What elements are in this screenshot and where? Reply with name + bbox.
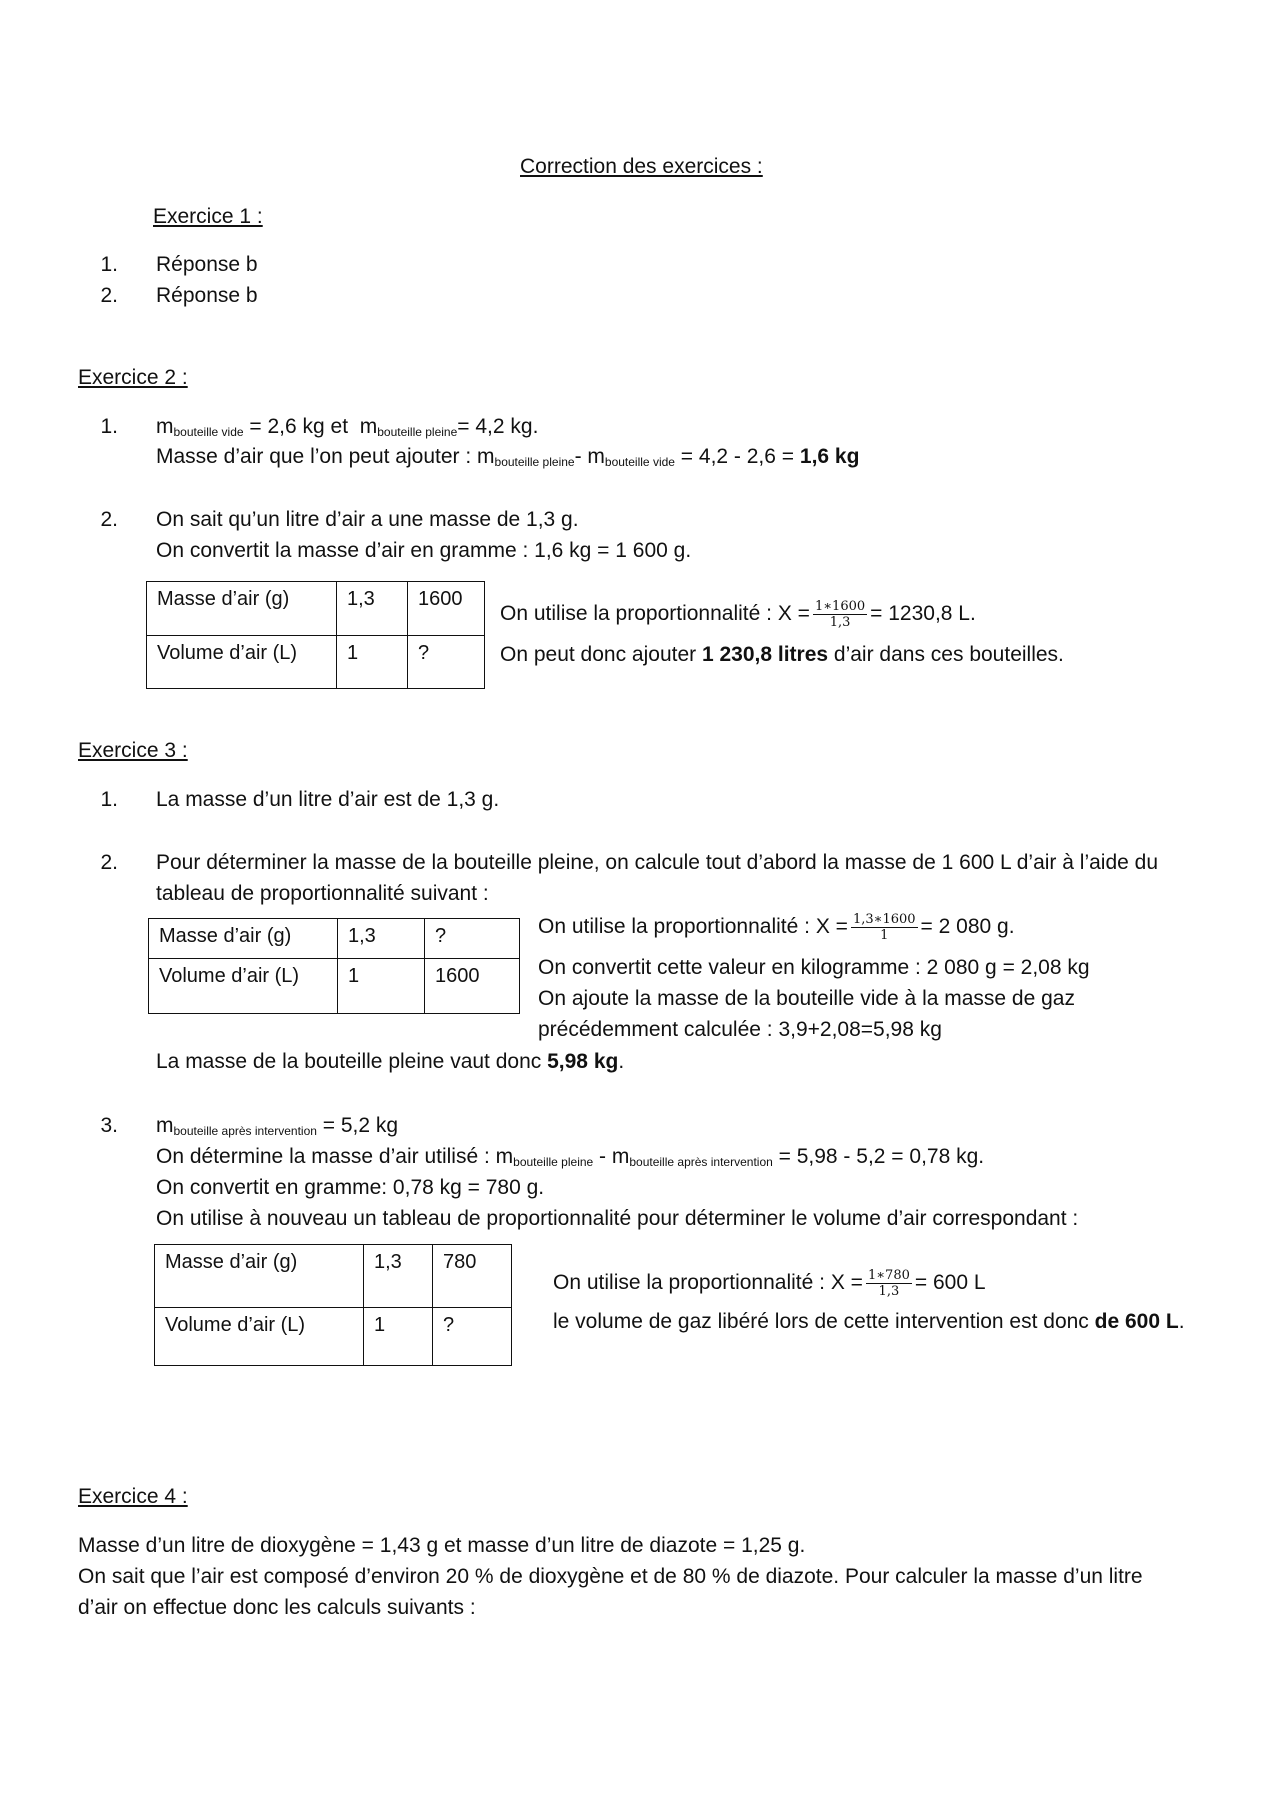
ex3-add-line1: On ajoute la masse de la bouteille vide à la masse de gaz bbox=[538, 987, 1075, 1010]
ex2-conclusion: On peut donc ajouter 1 230,8 litres d’air dans ces bouteilles. bbox=[500, 643, 1064, 666]
exercise-3-heading: Exercice 3 : bbox=[78, 739, 188, 762]
ex3-add-line2: précédemment calculée : 3,9+2,08=5,98 kg bbox=[538, 1018, 942, 1041]
table-cell: ? bbox=[408, 636, 485, 689]
ex4-line1: Masse d’un litre de dioxygène = 1,43 g et masse d’un litre de diazote = 1,25 g. bbox=[78, 1534, 806, 1557]
ex2-proportion-formula: On utilise la proportionnalité : X = $\frac{1∗1600}{1,3}$ = 1230,8 L. bbox=[500, 598, 976, 630]
list-number: 1. bbox=[100, 788, 118, 811]
ex3-q3-proportion-formula: On utilise la proportionnalité : X = $\frac{1∗780}{1,3}$ = 600 L bbox=[553, 1267, 986, 1299]
exercise-1-heading: Exercice 1 : bbox=[153, 205, 263, 228]
table-cell: 1 bbox=[337, 636, 408, 689]
proportion-table bbox=[148, 918, 520, 1014]
ex3-q2-line1: Pour déterminer la masse de la bouteille pleine, on calcule tout d’abord la masse de 1 600 L d’air à l’aide du bbox=[156, 851, 1159, 874]
ex2-q1-line2: Masse d’air que l’on peut ajouter : $m_{bouteille pleine}-$ $m_{bouteille vide} = 4,2 - 2,6 = 1,6$ kg bbox=[156, 445, 860, 469]
list-number: 1. bbox=[100, 253, 118, 276]
table-cell: 1600 bbox=[408, 582, 485, 636]
table-cell: Volume d’air (L) bbox=[155, 1308, 364, 1366]
exercise-4-heading: Exercice 4 : bbox=[78, 1485, 188, 1508]
ex2-q2-line2: On convertit la masse d’air en gramme : 1,6 kg = 1 600 g. bbox=[156, 539, 692, 562]
table-cell: 1,3 bbox=[337, 582, 408, 636]
list-text: Réponse b bbox=[156, 253, 258, 276]
proportion-table bbox=[154, 1244, 512, 1366]
page-title: Correction des exercices : bbox=[520, 155, 763, 178]
ex4-line2: On sait que l’air est composé d’environ 20 % de dioxygène et de 80 % de diazote. Pour calculer la masse d’un litre bbox=[78, 1565, 1143, 1588]
table-cell: 1 bbox=[364, 1308, 433, 1366]
list-number: 2. bbox=[100, 851, 118, 874]
table-cell: 1,3 bbox=[364, 1245, 433, 1308]
ex2-q1-line1: $m_{bouteille vide} = 2,6$ kg et $m_{bouteille pleine}= 4,2$ kg. bbox=[156, 415, 539, 439]
list-number: 3. bbox=[100, 1114, 118, 1137]
ex3-q3-line4: On utilise à nouveau un tableau de proportionnalité pour déterminer le volume d’air correspondant : bbox=[156, 1207, 1079, 1230]
exercise-2-heading: Exercice 2 : bbox=[78, 366, 188, 389]
table-cell: 780 bbox=[433, 1245, 512, 1308]
ex3-q2-conclusion: La masse de la bouteille pleine vaut donc 5,98 kg. bbox=[156, 1050, 625, 1073]
table-cell: 1 bbox=[338, 959, 425, 1014]
list-number: 2. bbox=[100, 508, 118, 531]
proportion-table bbox=[146, 581, 485, 689]
table-cell: 1600 bbox=[425, 959, 520, 1014]
table-cell: Volume d’air (L) bbox=[147, 636, 337, 689]
table-cell: ? bbox=[425, 919, 520, 959]
ex2-q2-line1: On sait qu’un litre d’air a une masse de 1,3 g. bbox=[156, 508, 579, 531]
ex3-q3-line1: $m_{bouteille après intervention} = 5,2$ kg bbox=[156, 1114, 399, 1138]
list-number: 2. bbox=[100, 284, 118, 307]
ex3-q3-line3: On convertit en gramme: 0,78 kg = 780 g. bbox=[156, 1176, 545, 1199]
table-cell: 1,3 bbox=[338, 919, 425, 959]
ex4-line3: d’air on effectue donc les calculs suivants : bbox=[78, 1596, 476, 1619]
table-cell: Volume d’air (L) bbox=[149, 959, 338, 1014]
table-cell: Masse d’air (g) bbox=[147, 582, 337, 636]
ex3-q3-conclusion: le volume de gaz libéré lors de cette intervention est donc de 600 L. bbox=[553, 1310, 1185, 1333]
ex3-q3-line2: On détermine la masse d’air utilisé : $m_{bouteille pleine} - m_{bouteille après intervention} = 5,98 - 5,2 = 0,78$ kg. bbox=[156, 1145, 985, 1169]
table-cell: Masse d’air (g) bbox=[155, 1245, 364, 1308]
table-cell: Masse d’air (g) bbox=[149, 919, 338, 959]
table-cell: ? bbox=[433, 1308, 512, 1366]
list-text: Réponse b bbox=[156, 284, 258, 307]
ex3-q2-line2: tableau de proportionnalité suivant : bbox=[156, 882, 489, 905]
ex3-q1-text: La masse d’un litre d’air est de 1,3 g. bbox=[156, 788, 500, 811]
ex3-proportion-formula: On utilise la proportionnalité : X = $\frac{1,3∗1600}{1}$ = 2 080 g. bbox=[538, 911, 1015, 943]
ex3-conversion: On convertit cette valeur en kilogramme : 2 080 g = 2,08 kg bbox=[538, 956, 1090, 979]
list-number: 1. bbox=[100, 415, 118, 438]
